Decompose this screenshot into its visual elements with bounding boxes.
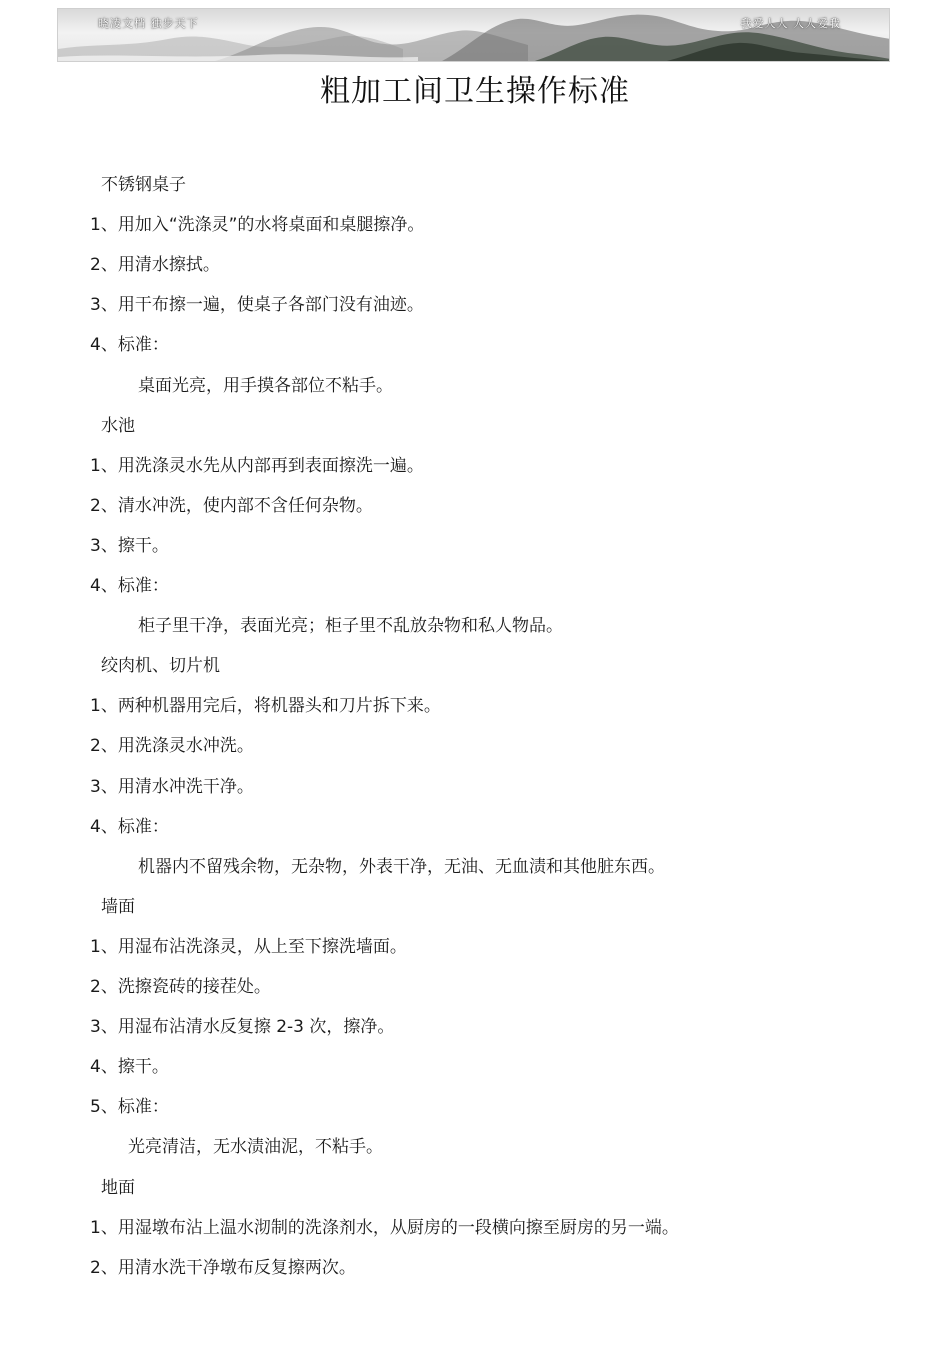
- list-item: 2、清水冲洗，使内部不含任何杂物。: [90, 496, 373, 516]
- list-item: 4、标准：: [90, 817, 169, 837]
- standard-text: 桌面光亮，用手摸各部位不粘手。: [138, 376, 393, 396]
- standard-text: 光亮清洁，无水渍油泥，不粘手。: [128, 1137, 383, 1157]
- list-item: 2、用洗涤灵水冲洗。: [90, 736, 254, 756]
- section-heading: 水池: [101, 416, 135, 436]
- banner-left-text: 晓凌文档 独步天下: [98, 17, 199, 30]
- list-item: 1、两种机器用完后，将机器头和刀片拆下来。: [90, 696, 441, 716]
- list-item: 2、洗擦瓷砖的接茬处。: [90, 977, 271, 997]
- section-heading: 绞肉机、切片机: [101, 656, 220, 676]
- list-item: 1、用湿布沾洗涤灵，从上至下擦洗墙面。: [90, 937, 407, 957]
- list-item: 3、用清水冲洗干净。: [90, 777, 254, 797]
- list-item: 3、用湿布沾清水反复擦 2-3 次，擦净。: [90, 1017, 395, 1037]
- standard-text: 机器内不留残余物，无杂物，外表干净，无油、无血渍和其他脏东西。: [138, 857, 665, 877]
- header-banner: [57, 8, 890, 62]
- page-title: 粗加工间卫生操作标准: [320, 74, 630, 109]
- list-item: 4、标准：: [90, 576, 169, 596]
- section-heading: 墙面: [101, 897, 135, 917]
- list-item: 1、用湿墩布沾上温水沏制的洗涤剂水，从厨房的一段横向擦至厨房的另一端。: [90, 1218, 679, 1238]
- list-item: 2、用清水洗干净墩布反复擦两次。: [90, 1258, 356, 1278]
- list-item: 1、用加入“洗涤灵”的水将桌面和桌腿擦净。: [90, 215, 425, 235]
- list-item: 3、用干布擦一遍，使桌子各部门没有油迹。: [90, 295, 424, 315]
- list-item: 2、用清水擦拭。: [90, 255, 220, 275]
- list-item: 1、用洗涤灵水先从内部再到表面擦洗一遍。: [90, 456, 424, 476]
- standard-text: 柜子里干净，表面光亮；柜子里不乱放杂物和私人物品。: [138, 616, 563, 636]
- list-item: 5、标准：: [90, 1097, 169, 1117]
- banner-right-text: 我爱人人 人人爱我: [740, 17, 841, 30]
- list-item: 3、擦干。: [90, 536, 169, 556]
- list-item: 4、标准：: [90, 335, 169, 355]
- section-heading: 地面: [101, 1178, 135, 1198]
- section-heading: 不锈钢桌子: [101, 175, 186, 195]
- list-item: 4、擦干。: [90, 1057, 169, 1077]
